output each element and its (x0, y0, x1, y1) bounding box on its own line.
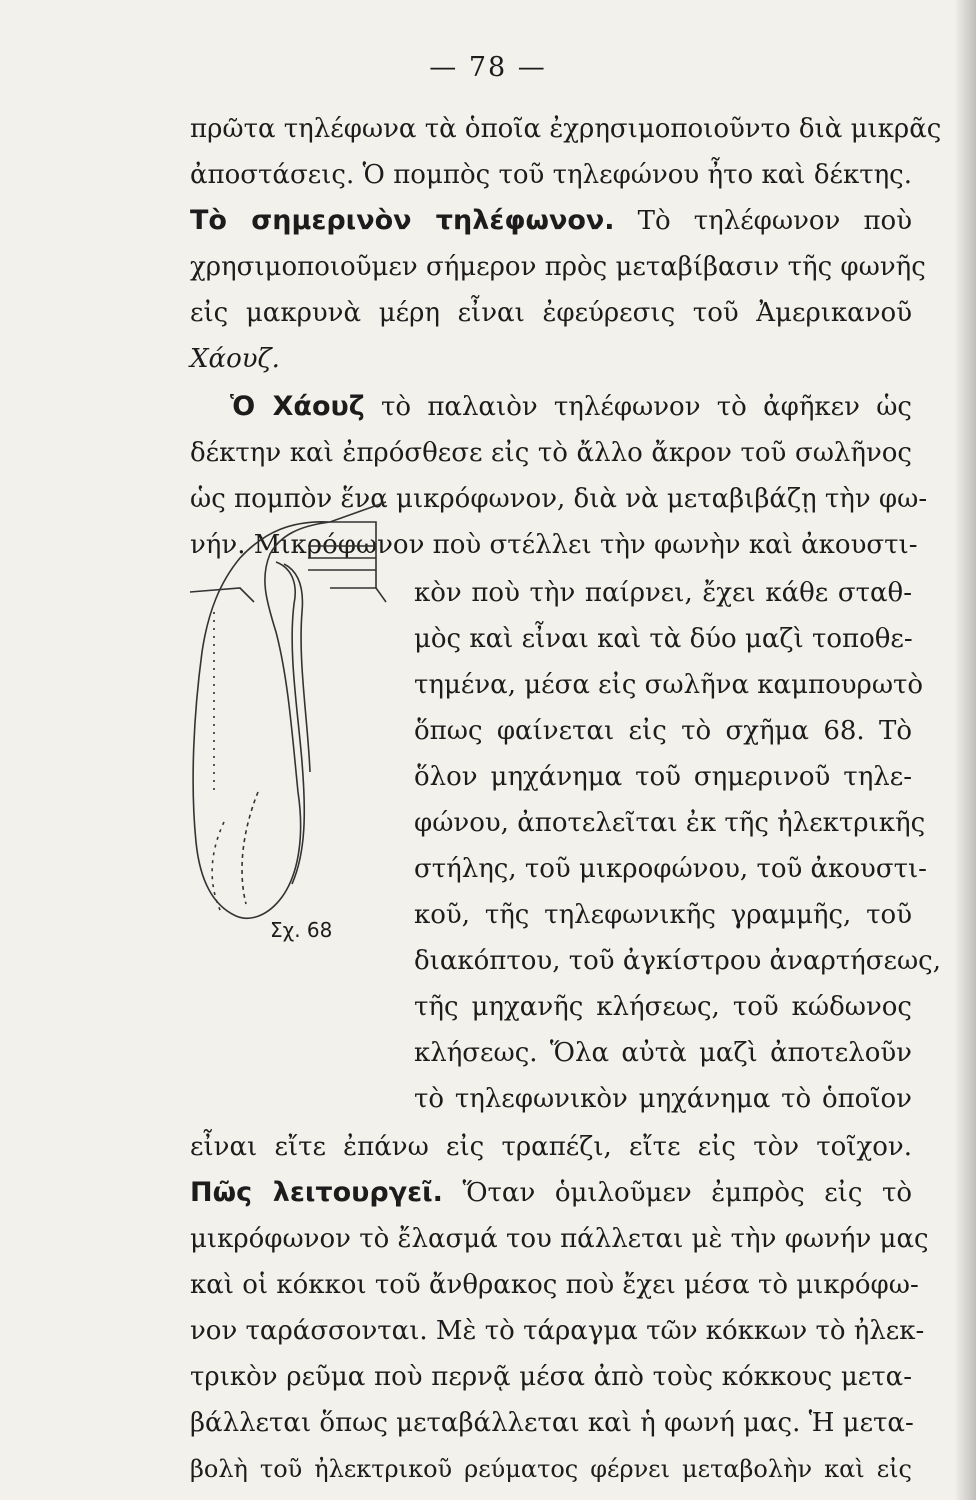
text-line (190, 390, 912, 424)
text-line: ὅλον μηχάνημα τοῦ σημερινοῦ τηλε- (414, 762, 912, 792)
text-line: κὸν ποὺ τὴν παίρνει, ἔχει κάθε σταθ- (414, 578, 912, 608)
section-heading: Πῶς λειτουργεῖ. (190, 1177, 443, 1208)
telephone-handset-figure (180, 492, 408, 932)
page-number: — 78 — (429, 52, 547, 83)
text-line: κλήσεως. Ὅλα αὐτὰ μαζὶ ἀποτελοῦν (414, 1038, 912, 1068)
text-line: νον ταράσσονται. Μὲ τὸ τάραγμα τῶν κόκκων τὸ ἠλεκ- (190, 1316, 925, 1346)
section-heading: Τὸ σημερινὸν τηλέφωνον. (190, 205, 615, 236)
text-line: εἶναι εἴτε ἐπάνω εἰς τραπέζι, εἴτε εἰς τὸν τοῖχον. (190, 1132, 912, 1162)
text-line: ὡς πομπὸν ἕνα μικρόφωνον, διὰ νὰ μεταβιβάζῃ τὴν φω- (190, 484, 928, 514)
text-line (190, 1176, 912, 1210)
text-line: τῆς μηχανῆς κλήσεως, τοῦ κώδωνος (414, 992, 912, 1022)
text-line: διακόπτου, τοῦ ἀγκίστρου ἀναρτήσεως, (414, 946, 941, 976)
text-line: τρικὸν ρεῦμα ποὺ περνᾷ μέσα ἀπὸ τοὺς κόκκους μετα- (190, 1362, 912, 1392)
figure-caption: Σχ. 68 (270, 918, 333, 942)
text-line: πρῶτα τηλέφωνα τὰ ὁποῖα ἐχρησιμοποιοῦντο διὰ μικρᾶς (190, 114, 942, 144)
text-line: φώνου, ἀποτελεῖται ἐκ τῆς ἠλεκτρικῆς (414, 808, 926, 838)
text-run: τὸ παλαιὸν τηλέφωνον τὸ ἀφῆκεν ὡς (381, 392, 912, 422)
text-line: ὅπως φαίνεται εἰς τὸ σχῆμα 68. Τὸ (414, 716, 912, 746)
text-run: Ὅταν ὁμιλοῦμεν ἐμπρὸς εἰς τὸ (462, 1178, 912, 1208)
text-line: μικρόφωνον τὸ ἔλασμά του πάλλεται μὲ τὴν φωνήν μας (190, 1224, 929, 1254)
text-line: χρησιμοποιοῦμεν σήμερον πρὸς μεταβίβασιν τῆς φωνῆς (190, 252, 926, 282)
text-line: νήν. Μικρόφωνον ποὺ στέλλει τὴν φωνὴν καὶ ἀκουστι- (190, 530, 918, 560)
text-line: μὸς καὶ εἶναι καὶ τὰ δύο μαζὶ τοποθε- (414, 624, 913, 654)
text-run: Τὸ τηλέφωνον ποὺ (637, 206, 913, 236)
page-edge-shadow (954, 0, 976, 1500)
section-heading: Ὁ Χάουζ (230, 391, 365, 422)
text-line (190, 204, 912, 238)
text-line: βάλλεται ὅπως μεταβάλλεται καὶ ἡ φωνή μας. Ἡ μετα- (190, 1408, 914, 1438)
text-line: Χάουζ. (190, 344, 280, 374)
text-line: εἰς μακρυνὰ μέρη εἶναι ἐφεύρεσις τοῦ Ἀμερικανοῦ (190, 298, 912, 328)
text-line: τὸ τηλεφωνικὸν μηχάνημα τὸ ὁποῖον (414, 1084, 912, 1114)
text-line: καὶ οἱ κόκκοι τοῦ ἄνθρακος ποὺ ἔχει μέσα τὸ μικρόφω- (190, 1270, 919, 1300)
text-line: βολὴ τοῦ ἠλεκτρικοῦ ρεύματος φέρνει μεταβολὴν καὶ εἰς (190, 1455, 912, 1483)
text-line: στήλης, τοῦ μικροφώνου, τοῦ ἀκουστι- (414, 854, 927, 884)
text-line: τημένα, μέσα εἰς σωλῆνα καμπουρωτὸ (414, 670, 924, 700)
text-line: κοῦ, τῆς τηλεφωνικῆς γραμμῆς, τοῦ (414, 900, 912, 930)
text-line: δέκτην καὶ ἐπρόσθεσε εἰς τὸ ἄλλο ἄκρον τοῦ σωλῆνος (190, 438, 912, 468)
text-line: ἀποστάσεις. Ὁ πομπὸς τοῦ τηλεφώνου ἦτο καὶ δέκτης. (190, 160, 912, 190)
